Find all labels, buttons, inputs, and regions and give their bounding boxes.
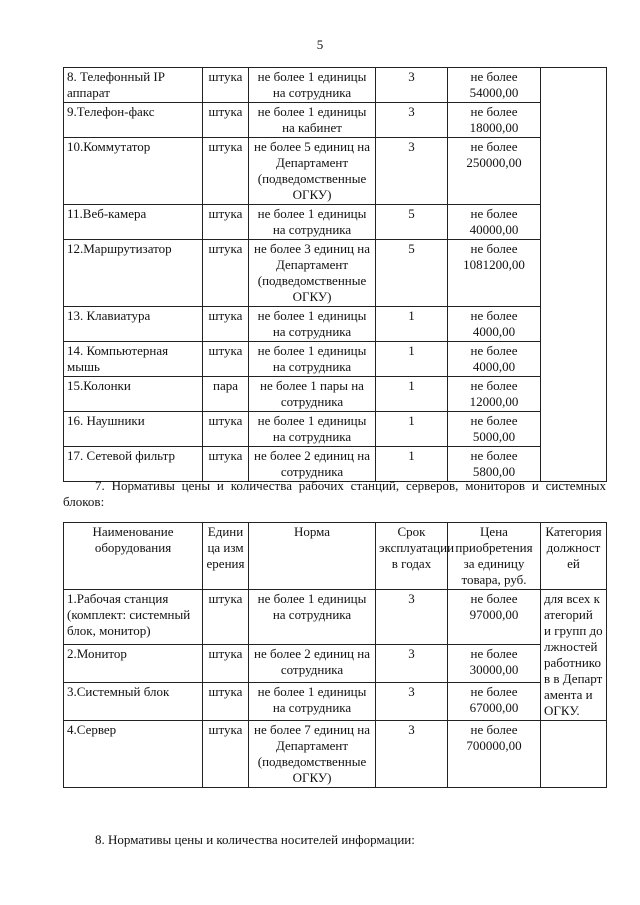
header-term: Срок эксплуатации в годах <box>376 523 448 590</box>
row-unit: штука <box>203 590 249 645</box>
table-row <box>64 590 607 645</box>
row-unit: штука <box>203 447 249 482</box>
row-unit: штука <box>203 412 249 447</box>
row-unit: штука <box>203 645 249 683</box>
header-norm: Норма <box>249 523 376 590</box>
row-unit: штука <box>203 205 249 240</box>
table-row <box>64 68 607 103</box>
row-unit: штука <box>203 240 249 307</box>
row-price: не более 67000,00 <box>448 683 541 721</box>
row-name: 15.Колонки <box>64 377 203 412</box>
row-norm: не более 1 единицы на сотрудника <box>249 590 376 645</box>
row-term: 5 <box>376 205 448 240</box>
row-norm: не более 2 единиц на сотрудника <box>249 645 376 683</box>
row-term: 1 <box>376 377 448 412</box>
table-row <box>64 447 607 482</box>
row-term: 3 <box>376 103 448 138</box>
row-price: не более 18000,00 <box>448 103 541 138</box>
row-unit: штука <box>203 683 249 721</box>
row-term: 5 <box>376 240 448 307</box>
row-unit: штука <box>203 342 249 377</box>
row-name: 14. Компьютерная мышь <box>64 342 203 377</box>
row-name: 16. Наушники <box>64 412 203 447</box>
row-price: не более 5000,00 <box>448 412 541 447</box>
row-unit: штука <box>203 103 249 138</box>
row-term: 1 <box>376 412 448 447</box>
row-price: не более 1081200,00 <box>448 240 541 307</box>
table-row <box>64 342 607 377</box>
row-name: 13. Клавиатура <box>64 307 203 342</box>
equipment-table-continued <box>63 67 607 482</box>
row-price: не более 4000,00 <box>448 342 541 377</box>
row-term: 3 <box>376 721 448 788</box>
row-price: не более 700000,00 <box>448 721 541 788</box>
row-price: не более 12000,00 <box>448 377 541 412</box>
row-unit: штука <box>203 68 249 103</box>
row-price: не более 250000,00 <box>448 138 541 205</box>
row-name: 9.Телефон-факс <box>64 103 203 138</box>
row-name: 8. Телефонный IP аппарат <box>64 68 203 103</box>
row-name: 2.Монитор <box>64 645 203 683</box>
row-norm: не более 1 единицы на сотрудника <box>249 205 376 240</box>
table-row <box>64 412 607 447</box>
section-8-heading: 8. Нормативы цены и количества носителей информации: <box>95 832 415 847</box>
row-term: 3 <box>376 683 448 721</box>
row-term: 3 <box>376 138 448 205</box>
row-norm: не более 7 единиц на Департамент (подведомственные ОГКУ) <box>249 721 376 788</box>
row-norm: не более 1 единицы на сотрудника <box>249 68 376 103</box>
row-unit: пара <box>203 377 249 412</box>
row-term: 1 <box>376 342 448 377</box>
row-name: 3.Системный блок <box>64 683 203 721</box>
row-name: 4.Сервер <box>64 721 203 788</box>
table-row <box>64 721 607 788</box>
row-price: не более 5800,00 <box>448 447 541 482</box>
row-norm: не более 1 единицы на сотрудника <box>249 342 376 377</box>
row-norm: не более 1 единицы на сотрудника <box>249 412 376 447</box>
row-norm: не более 1 единицы на сотрудника <box>249 683 376 721</box>
workstation-table <box>63 522 607 788</box>
table-row <box>64 205 607 240</box>
table-header-row <box>64 523 607 590</box>
row-category-empty <box>541 68 607 482</box>
row-name: 10.Коммутатор <box>64 138 203 205</box>
table-row <box>64 138 607 205</box>
header-name: Наименование оборудования <box>64 523 203 590</box>
row-name: 17. Сетевой фильтр <box>64 447 203 482</box>
row-price: не более 97000,00 <box>448 590 541 645</box>
row-unit: штука <box>203 721 249 788</box>
row-unit: штука <box>203 138 249 205</box>
header-price: Цена приобретения за единицу товара, руб. <box>448 523 541 590</box>
table-row <box>64 645 607 683</box>
row-name: 12.Маршрутизатор <box>64 240 203 307</box>
row-unit: штука <box>203 307 249 342</box>
row-norm: не более 1 пары на сотрудника <box>249 377 376 412</box>
row-term: 3 <box>376 68 448 103</box>
row-term: 1 <box>376 447 448 482</box>
row-price: не более 40000,00 <box>448 205 541 240</box>
header-unit: Единица измерения <box>203 523 249 590</box>
row-price: не более 30000,00 <box>448 645 541 683</box>
row-norm: не более 5 единиц на Департамент (подведомственные ОГКУ) <box>249 138 376 205</box>
equipment-table-body <box>64 68 607 482</box>
table-row <box>64 377 607 412</box>
row-category-empty <box>541 721 607 788</box>
section-7-heading: 7. Нормативы цены и количества рабочих станций, серверов, мониторов и системных блоков: <box>63 478 606 509</box>
table-row <box>64 103 607 138</box>
table-row <box>64 307 607 342</box>
row-norm: не более 1 единицы на сотрудника <box>249 307 376 342</box>
row-category: для всех категорий и групп должностей работников в Департамента и ОГКУ. <box>541 590 607 721</box>
row-norm: не более 3 единиц на Департамент (подведомственные ОГКУ) <box>249 240 376 307</box>
header-category: Категория должностей <box>541 523 607 590</box>
table-row <box>64 240 607 307</box>
row-price: не более 54000,00 <box>448 68 541 103</box>
row-term: 3 <box>376 590 448 645</box>
row-norm: не более 2 единиц на сотрудника <box>249 447 376 482</box>
table-row <box>64 683 607 721</box>
row-price: не более 4000,00 <box>448 307 541 342</box>
page-number: 5 <box>316 37 324 52</box>
row-term: 3 <box>376 645 448 683</box>
row-norm: не более 1 единицы на кабинет <box>249 103 376 138</box>
row-name: 11.Веб-камера <box>64 205 203 240</box>
workstation-table-body <box>64 590 607 788</box>
row-name: 1.Рабочая станция (комплект: системный блок, монитор) <box>64 590 203 645</box>
row-term: 1 <box>376 307 448 342</box>
